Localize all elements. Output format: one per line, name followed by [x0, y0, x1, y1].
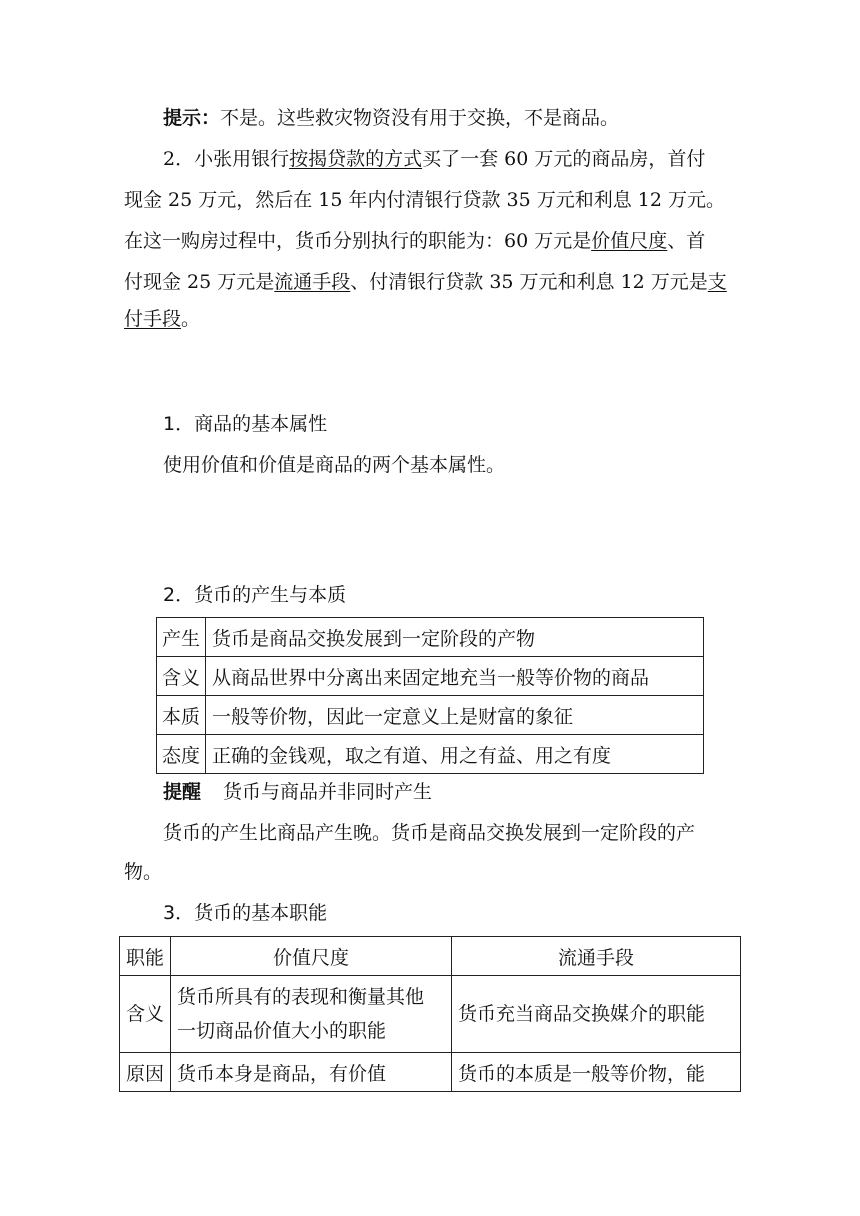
reminder-label: 提醒	[163, 781, 202, 803]
table-cell	[171, 976, 452, 1053]
section-2-title: 2．货币的产生与本质	[163, 584, 347, 606]
table-key: 含义	[120, 976, 171, 1053]
q2-underline: 价值尺度	[591, 230, 668, 252]
q2-line-3	[124, 227, 705, 255]
table-key: 本质	[157, 696, 206, 735]
table-key: 原因	[120, 1053, 171, 1092]
q2-line-2: 现金 25 万元，然后在 15 年内付清银行贷款 35 万元和利息 12 万元。	[124, 189, 726, 211]
money-origin-table	[156, 617, 704, 774]
hint-label: 提示：	[163, 107, 221, 129]
q2-text: 。	[181, 308, 201, 330]
q2-text: 、付清银行贷款 35 万元和利息 12 万元是	[350, 271, 708, 293]
table-key: 含义	[157, 657, 206, 696]
hint-text: 不是。这些救灾物资没有用于交换，不是商品。	[220, 107, 620, 129]
table-value: 从商品世界中分离出来固定地充当一般等价物的商品	[206, 657, 704, 696]
table-header: 价值尺度	[171, 937, 452, 976]
section-1-text: 使用价值和价值是商品的两个基本属性。	[163, 454, 506, 476]
q2-line-1	[163, 145, 705, 173]
table-key: 产生	[157, 618, 206, 657]
money-functions-table	[119, 936, 741, 1092]
q2-text: 在这一购房过程中，货币分别执行的职能为：60 万元是	[124, 230, 592, 252]
table-header: 流通手段	[452, 937, 741, 976]
table-value: 正确的金钱观，取之有道、用之有益、用之有度	[206, 735, 704, 774]
table-key: 态度	[157, 735, 206, 774]
q2-text: 付现金 25 万元是	[124, 271, 275, 293]
table-row	[157, 618, 704, 657]
table-row	[120, 976, 741, 1053]
section-2-para-1: 货币的产生比商品产生晚。货币是商品交换发展到一定阶段的产	[163, 822, 696, 844]
cell-line: 一切商品价值大小的职能	[177, 1020, 387, 1042]
table-value: 一般等价物，因此一定意义上是财富的象征	[206, 696, 704, 735]
table-cell: 货币充当商品交换媒介的职能	[452, 976, 741, 1053]
table-value: 货币是商品交换发展到一定阶段的产物	[206, 618, 704, 657]
reminder-text: 货币与商品并非同时产生	[223, 781, 433, 803]
section-3-title: 3．货币的基本职能	[163, 902, 328, 924]
hint-line	[163, 104, 619, 132]
q2-underline: 支	[707, 271, 727, 293]
section-1-title: 1．商品的基本属性	[163, 413, 328, 435]
q2-underline: 按揭贷款的方式	[289, 148, 423, 170]
table-cell: 货币本身是商品，有价值	[171, 1053, 452, 1092]
table-header: 职能	[120, 937, 171, 976]
q2-text: 买了一套 60 万元的商品房，首付	[422, 148, 706, 170]
table-row	[157, 696, 704, 735]
table-row	[120, 1053, 741, 1092]
table-row	[157, 657, 704, 696]
q2-line-4	[124, 268, 727, 296]
cell-line: 货币所具有的表现和衡量其他	[177, 986, 425, 1008]
q2-text: 2．小张用银行	[163, 148, 290, 170]
section-2-para-2: 物。	[124, 861, 163, 883]
q2-underline: 付手段	[124, 308, 182, 330]
q2-text: 、首	[667, 230, 706, 252]
q2-underline: 流通手段	[274, 271, 351, 293]
table-header-row	[120, 937, 741, 976]
table-cell: 货币的本质是一般等价物，能	[452, 1053, 741, 1092]
q2-line-5	[124, 305, 200, 333]
reminder-line	[163, 778, 432, 806]
table-row	[157, 735, 704, 774]
